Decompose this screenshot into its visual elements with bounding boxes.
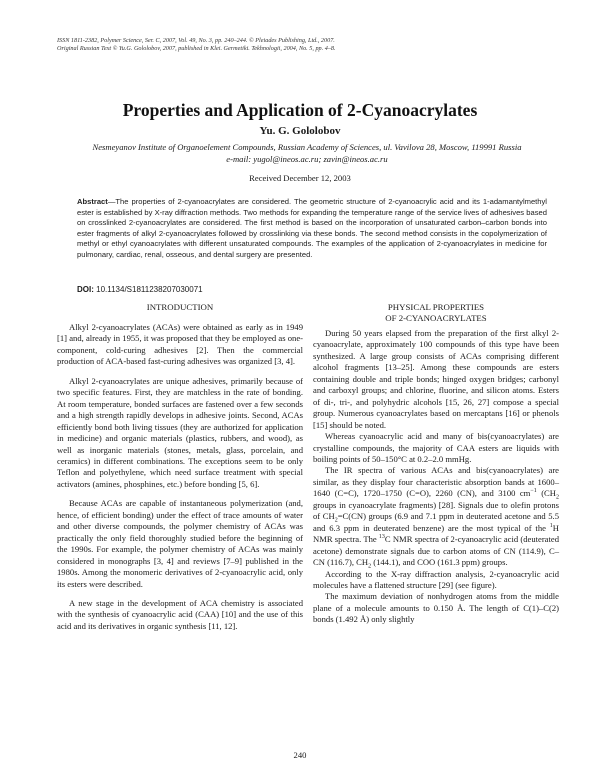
abstract — [77, 197, 547, 261]
header-line-2: Original Russian Text © Yu.G. Gololobov, 2007, published in Klei. Germetiki. Tekhnologii, 2004, No. 5, pp. 4–8. — [57, 45, 336, 53]
paragraph: Alkyl 2-cyanoacrylates (ACAs) were obtained as early as in 1949 [1] and, already in 1955, it was proposed that they be employed as one-component, cold-curing adhesives [2]. Then the commercial production of ACA-based fast-curing adhesives was organized [3, 4]. — [57, 322, 303, 367]
abstract-label: Abstract — [77, 197, 108, 206]
section-heading-line-2: OF 2-CYANOACRYLATES — [385, 313, 487, 323]
right-column — [313, 302, 559, 626]
header-line-1: ISSN 1811-2382, Polymer Science, Ser. C, 2007, Vol. 49, No. 3, pp. 240–244. © Pleiades Publishing, Ltd., 2007. — [57, 37, 335, 44]
paragraph: Because ACAs are capable of instantaneous polymerization (and, hence, of efficient bonding) under the effect of trace amounts of water and other diverse compounds, the polymer chemistry of ACAs was practically the only field thoroughly studied before the beginning of the 1990s. For example, the polymer chemistry of ACAs was mainly considered in monographs [3, 4] and reviews [7–9] published in the 1980s. Among the monomeric derivatives of 2-cyanoacrylic acid, only its esters were described. — [57, 498, 303, 589]
article-title: Properties and Application of 2-Cyanoacrylates — [122, 100, 478, 120]
paragraph: Alkyl 2-cyanoacrylates are unique adhesives, primarily because of two specific features. First, they are matchless in the rate of bonding. At room temperature, bonded surfaces are fastened over a few seconds and a high strength rapidly develops in adhesive joints. Second, ACAs efficiently bond both living tissues (they are authorized for application in medicine) and organic materials (plastics, rubbers, and wood), as well as inorganic materials (stones, metals, glass, porcelain, and ceramics) in different combinations. The exceptions seem to be only Teflon and polyethylene, which need surface treatment with special activators (amines, phosphines, etc.) before bonding [5, 6]. — [57, 375, 303, 489]
author-name: Yu. G. Gololobov — [259, 125, 341, 137]
paragraph: A new stage in the development of ACA chemistry is associated with the synthesis of cyanoacrylic acid (CAA) [10] and the use of this acid and its derivatives in organic synthesis [11, 12]. — [57, 597, 303, 631]
journal-header — [57, 37, 557, 54]
section-heading-introduction: INTRODUCTION — [146, 302, 214, 312]
received-date: Received December 12, 2003 — [249, 173, 351, 183]
left-column — [57, 302, 303, 632]
email: e-mail: yugol@ineos.ac.ru; zavin@ineos.ac.ru — [226, 153, 388, 164]
abstract-text: —The properties of 2-cyanoacrylates are considered. The geometric structure of 2-cyanoacrylic acid and its 1-adamantylmethyl ester is established by X-ray diffraction methods. Two methods for expanding the temperature range of the service lives of adhesives based on crosslinked 2-cyanoacrylates are considered. The first method is based on the incorporation of unsaturated carbon–carbon bonds into ester fragments of alkyl 2-cyanoacrylates followed by crosslinking via these bonds. The second method consists in the copolymerization of methyl or ethyl cyanoacrylates with different unsaturated compounds. The examples of the application of 2-cyanoacrylates in medicine for pulmonary, cardiac, renal, osseous, and dental surgery are presented. — [77, 197, 547, 259]
section-heading-physical-properties — [313, 302, 559, 324]
doi-value: 10.1134/S1811238207030071 — [96, 285, 203, 294]
paragraph: Whereas cyanoacrylic acid and many of bis(cyanoacrylates) are crystalline compounds, the majority of CAA esters are liquids with boiling points of 50–150°C at 0.2–2.0 mmHg. — [313, 431, 559, 464]
page-number: 240 — [293, 750, 307, 760]
doi-label: DOI: — [77, 285, 94, 294]
paragraph-ir-nmr: The IR spectra of various ACAs and bis(cyanoacrylates) are similar, as they display four characteristic absorption bands at 1600–1640 (C=C), 1720–1750 (C=O), 2260 (CN), and 3100 $cm^{-1}$ ($CH_2$ groups in cyanoacrylate fragments) [28]. Signals due to olefin protons of $CH_2=C(CN)$ groups (6.9 and 7.1 ppm in deuterated acetone and 5.5 and 6.3 ppm in deuterated benzene) are the most typical of the $^1$H NMR spectra. The $^{13}$C NMR spectra of 2-cyanoacrylic acid (deuterated acetone) demonstrate signals due to carbon atoms of CN (114.9), C–CN (116.7), $CH_2$ (144.1), and COO (161.3 ppm) groups. — [313, 465, 560, 570]
paragraph: The maximum deviation of nonhydrogen atoms from the middle plane of a molecule amounts to 0.150 Å. The length of C(1)–C(2) bonds (1.492 Å) only slightly — [313, 591, 559, 625]
doi — [77, 285, 203, 294]
affiliation-block — [57, 142, 557, 165]
paragraph: According to the X-ray diffraction analysis, 2-cyanoacrylic acid molecules have a flattened structure [29] (see figure). — [313, 568, 559, 590]
affiliation: Nesmeyanov Institute of Organoelement Compounds, Russian Academy of Sciences, ul. Vavilova 28, Moscow, 119991 Russia — [92, 142, 522, 152]
section-heading-line-1: PHYSICAL PROPERTIES — [387, 302, 485, 312]
paragraph: During 50 years elapsed from the preparation of the first alkyl 2-cyanoacrylate, approximately 100 compounds of this type have been synthesized. A large group consists of ACAs comprising different alcohol fragments [13–25]. Among these compounds are esters containing double and triple bonds; hinged oxygen bridges; carbonyl and carboxyl groups; and chlorine, fluorine, and silicon atoms. Esters of di-, tri-, and polyhydric alcohols [15, 26, 27] compose a special group. Numerous cyanoacrylates based on mercaptans [16] or phenols [15] should be noted. — [313, 328, 559, 430]
